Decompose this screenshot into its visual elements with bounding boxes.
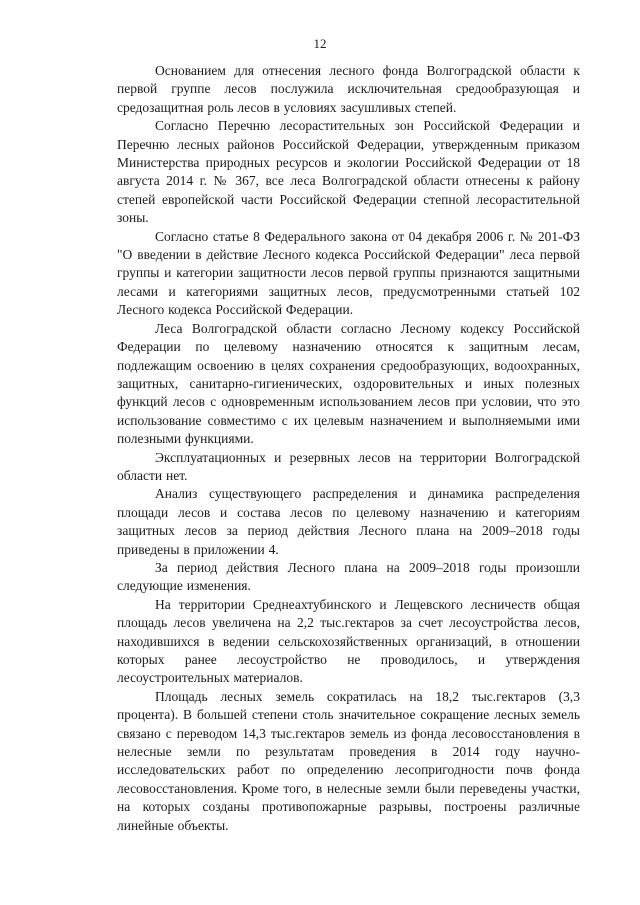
paragraph-no-exploitation-forests: Эксплуатационных и резервных лесов на территории Волгоградской области нет. <box>117 449 580 483</box>
paragraph-changes-intro: За период действия Лесного плана на 2009–2018 годы произошли следующие изменения. <box>117 559 580 594</box>
paragraph-forest-zones-list: Согласно Перечню лесорастительных зон Российской Федерации и Перечню лесных районов Российской Федерации, утвержденным приказом Министерства природных ресурсов и экологии Российской Федерации от 18 августа 2014 г. № 367, все леса Волгоградской области отнесены к району степей европейской части Российской Федерации степной лесорастительной зоны. <box>117 118 580 226</box>
page-number: 12 <box>313 36 327 51</box>
paragraph-protective-forests: Леса Волгоградской области согласно Лесному кодексу Российской Федерации по целевому назначению относятся к защитным лесам, подлежащим освоению в целях сохранения средообразующих, водоохранных, защитных, санитарно-гигиенических, оздоровительных и иных полезных функций лесов с одновременным использованием лесов при условии, что это использование совместимо с их целевым назначением и выполняемыми ими полезными функциями. <box>117 320 580 447</box>
paragraph-area-increase: На территории Среднеахтубинского и Лещевского лесничеств общая площадь лесов увеличена на 2,2 тыс.гектаров за счет лесоустройства лесов, находившихся в ведении сельскохозяйственных организаций, в отношении которых ранее лесоустройство не проводилось, и утверждения лесоустроительных материалов. <box>117 596 580 686</box>
paragraph-distribution-analysis: Анализ существующего распределения и динамика распределения площади лесов и состава лесов по целевому назначению и категориям защитных лесов за период действия Лесного плана на 2009–2018 годы приведены в приложении 4. <box>117 486 580 557</box>
paragraph-forest-group-basis: Основанием для отнесения лесного фонда Волгоградской области к первой группе лесов послужила исключительная средообразующая и средозащитная роль лесов в условиях засушливых степей. <box>117 63 580 115</box>
paragraph-forest-land-reduction: Площадь лесных земель сократилась на 18,2 тыс.гектаров (3,3 процента). В большей степени столь значительное сокращение лесных земель связано с переводом 14,3 тыс.гектаров земель из фонда лесовосстановления в нелесные земли по результатам проведения в 2014 году научно-исследовательских работ по определению лесопригодности почв фонда лесовосстановления. Кроме того, в нелесные земли были переведены участки, на которых созданы противопожарные разрывы, построены различные линейные объекты. <box>117 688 580 833</box>
paragraph-federal-law-article-8: Согласно статье 8 Федерального закона от 04 декабря 2006 г. № 201-ФЗ "О введении в действие Лесного кодекса Российской Федерации" леса первой группы и категории защитности лесов первой группы признаются защитными лесами и категориями защитных лесов, предусмотренными статьей 102 Лесного кодекса Российской Федерации. <box>117 228 580 318</box>
document-body <box>117 62 580 835</box>
